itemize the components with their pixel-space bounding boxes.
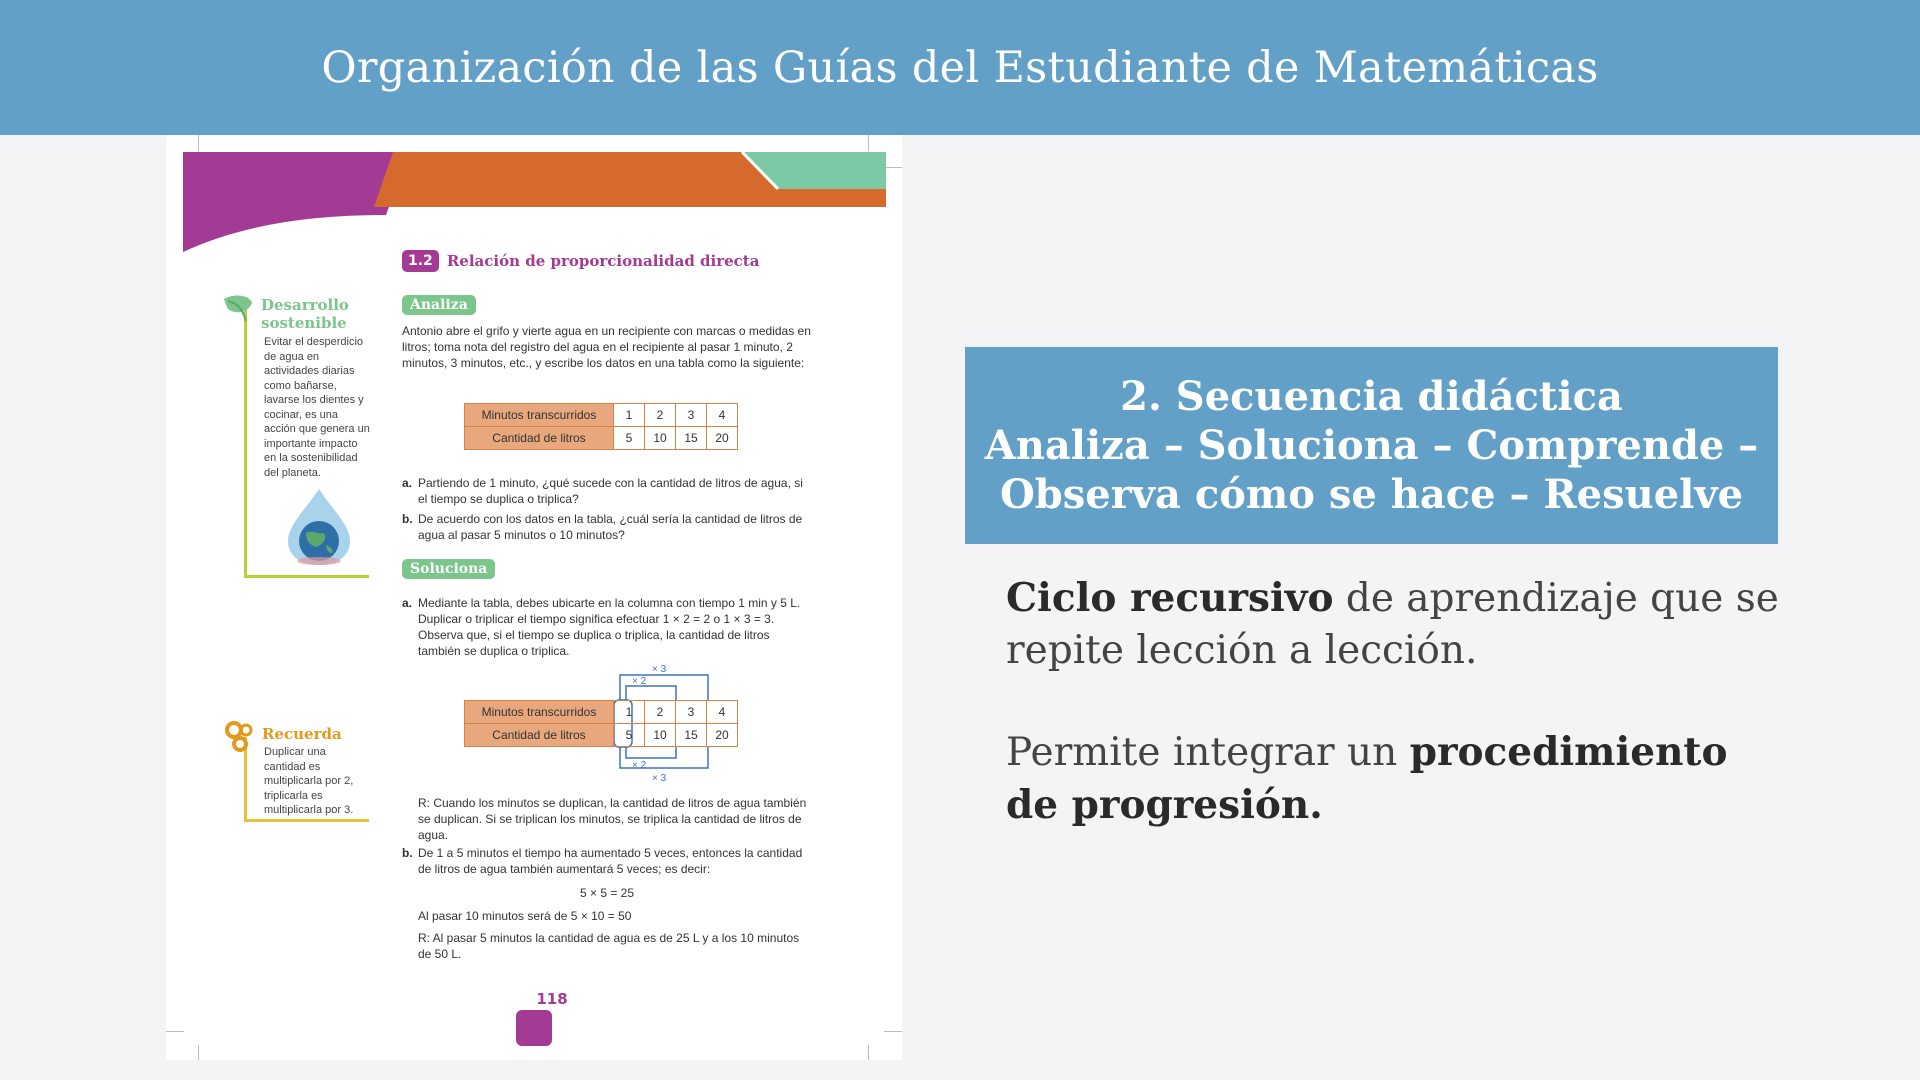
textbook-page-image <box>166 135 902 1060</box>
solution-b-text: De 1 a 5 minutos el tiempo ha aumentado 5 veces, entonces la cantidad de litros de agua también aumentará 5 veces; es decir: <box>418 846 803 876</box>
table-cell: 10 <box>645 724 676 747</box>
row-label: Cantidad de litros <box>465 724 614 747</box>
table-row <box>465 701 738 724</box>
section-number-badge: 1.2 <box>402 250 439 272</box>
solution-b <box>402 845 812 877</box>
question-b <box>402 511 812 543</box>
analiza-label: Analiza <box>402 295 476 315</box>
solution-a-label: a. <box>402 596 413 610</box>
row-label: Minutos transcurridos <box>465 404 614 427</box>
solution-b-label: b. <box>402 846 413 860</box>
question-a-label: a. <box>402 476 413 490</box>
paragraph-cycle-bold: Ciclo recursivo <box>1006 575 1334 621</box>
question-b-label: b. <box>402 512 413 526</box>
leaf-icon <box>222 293 254 323</box>
table-cell: 2 <box>645 701 676 724</box>
sequence-title-line-2: Analiza – Soluciona – Comprende – <box>984 422 1759 469</box>
question-a-text: Partiendo de 1 minuto, ¿qué sucede con la cantidad de litros de agua, si el tiempo se duplica o triplica? <box>418 476 803 506</box>
table-cell: 4 <box>707 404 738 427</box>
paragraph-progression-start: Permite integrar un <box>1006 730 1410 775</box>
paragraph-progression-bold: procedimiento de progresión. <box>1006 729 1728 828</box>
table-cell: 1 <box>614 701 645 724</box>
slide-header <box>0 0 1920 135</box>
solution-a <box>402 595 812 659</box>
arrow-label-x3: × 3 <box>652 664 667 675</box>
sidebar-recuerda-title: Recuerda <box>262 725 342 743</box>
arrow-label-x3: × 3 <box>652 773 667 784</box>
table-cell: 2 <box>645 404 676 427</box>
sidebar-recuerda-text: Duplicar una cantidad es multiplicarla por 2, triplicarla es multiplicarla por 3. <box>264 746 354 816</box>
intro-text: Antonio abre el grifo y vierte agua en un recipiente con marcas o medidas en litros; toma nota del registro del agua en el recipiente al pasar 1 minuto, 2 minutos, 3 minutos, etc., y escribe los datos en una tabla como la siguiente: <box>402 324 811 370</box>
question-a <box>402 475 812 507</box>
table-cell: 3 <box>676 404 707 427</box>
sequence-title-box <box>965 347 1778 544</box>
table-cell: 4 <box>707 701 738 724</box>
data-table-1 <box>464 403 738 450</box>
equation: 5 × 5 = 25 <box>579 886 635 900</box>
paragraph-cycle-rest: de aprendizaje que se repite lección a lección. <box>1006 576 1779 673</box>
table-row <box>465 427 738 450</box>
table-cell: 5 <box>614 724 645 747</box>
table-cell: 3 <box>676 701 707 724</box>
row-label: Cantidad de litros <box>465 427 614 450</box>
question-b-text: De acuerdo con los datos en la tabla, ¿cuál sería la cantidad de litros de agua al pasar 5 minutos o 10 minutos? <box>418 512 803 542</box>
table-row <box>465 724 738 747</box>
slide-title: Organización de las Guías del Estudiante de Matemáticas <box>321 42 1599 93</box>
table-cell: 20 <box>707 724 738 747</box>
answer-2: R: Al pasar 5 minutos la cantidad de agua es de 25 L y a los 10 minutos de 50 L. <box>418 931 800 961</box>
table-row <box>465 404 738 427</box>
gears-icon <box>224 720 256 754</box>
table-cell: 5 <box>614 427 645 450</box>
crop-mark <box>868 1045 869 1060</box>
water-drop-earth-icon <box>284 487 354 567</box>
page-banner-decoration <box>166 135 902 255</box>
soluciona-label: Soluciona <box>402 559 495 579</box>
section-title: Relación de proporcionalidad directa <box>446 252 760 270</box>
crop-mark <box>198 1045 199 1060</box>
paragraph-progression <box>1006 726 1786 832</box>
page-number: 118 <box>536 990 568 1008</box>
crop-mark <box>166 1031 184 1032</box>
arrow-label-x2: × 2 <box>632 760 647 771</box>
solution-a-text: Mediante la tabla, debes ubicarte en la columna con tiempo 1 min y 5 L. Duplicar o triplicar el tiempo significa efectuar 1 × 2 = 2 o 1 × 3 = 3. Observa que, si el tiempo se duplica o triplica, la cantidad de litros también se duplica o triplica. <box>418 596 801 658</box>
table-cell: 1 <box>614 404 645 427</box>
arrow-label-x2: × 2 <box>632 676 647 687</box>
sequence-title-line-3: Observa cómo se hace – Resuelve <box>999 471 1744 518</box>
crop-mark <box>884 1031 902 1032</box>
table-cell: 10 <box>645 427 676 450</box>
page-tab-marker <box>516 1010 552 1046</box>
answer-1: R: Cuando los minutos se duplican, la cantidad de litros de agua también se duplican. Si se triplican los minutos, se triplica la cantidad de litros de agua. <box>418 796 807 842</box>
sequence-title-line-1: 2. Secuencia didáctica <box>1120 373 1623 420</box>
section-heading <box>402 250 759 272</box>
paragraph-cycle <box>1006 572 1786 677</box>
table-cell: 15 <box>676 724 707 747</box>
sidebar-sostenible-title: Desarrollo sostenible <box>261 296 349 332</box>
line-10-minutes: Al pasar 10 minutos será de 5 × 10 = 50 <box>418 909 632 923</box>
table-cell: 15 <box>676 427 707 450</box>
sidebar-sostenible-text: Evitar el desperdicio de agua en actividades diarias como bañarse, lavarse los dientes y cocinar, es una acción que genera un importante impacto en la sostenibilidad del planeta. <box>264 336 370 479</box>
data-table-2 <box>464 700 738 747</box>
row-label: Minutos transcurridos <box>465 701 614 724</box>
table-cell: 20 <box>707 427 738 450</box>
